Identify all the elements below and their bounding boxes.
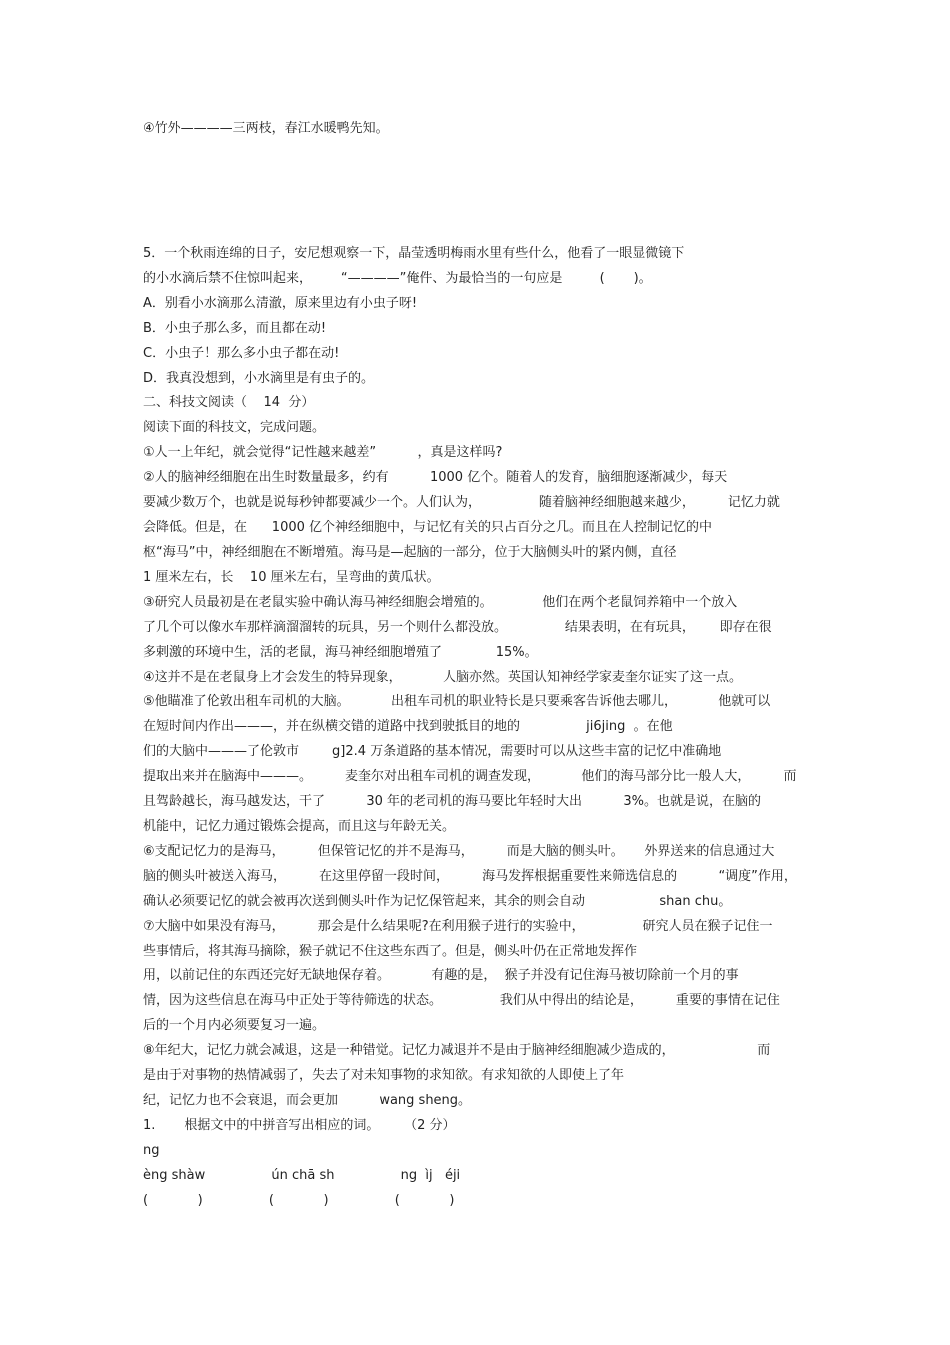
section-instruction: 阅读下面的科技文，完成问题。 <box>143 420 326 435</box>
q4-option-a <box>143 142 823 166</box>
passage-line: 情，因为这些信息在海马中正处于等待筛选的状态。 我们从中得出的结论是， 重要的事情在记住 <box>143 993 780 1008</box>
passage-line: 机能中，记忆力通过锻炼会提高，而且这与年龄无关。 <box>143 819 456 834</box>
passage-line: 脑的侧头叶被送入海马， 在这里停留一段时间， 海马发挥根据重要性来筛选信息的 “调度”作用， <box>143 869 797 884</box>
pinyin-top: ng <box>143 1143 160 1158</box>
passage-line: 用，以前记住的东西还完好无缺地保存着。 有趣的是， 猴子并没有记住海马被切除前一个月的事 <box>143 968 739 983</box>
passage-line: ③研究人员最初是在老鼠实验中确认海马神经细胞会增殖的。 他们在两个老鼠饲养箱中一个放入 <box>143 595 738 610</box>
passage-line: 们的大脑中———了伦敦市 g]2.4 万条道路的基本情况，需要时可以从这些丰富的记忆中准确地 <box>143 744 722 759</box>
answer-blanks: ( ) ( ) ( ) <box>143 1193 455 1208</box>
passage-line: 是由于对事物的热情减弱了，失去了对未知事物的求知欲。有求知欲的人即使上了年 <box>143 1068 625 1083</box>
q5-line-2: 的小水滴后禁不住惊叫起来， “————”俺件、为最恰当的一句应是 ( )。 <box>143 271 652 286</box>
passage-line: 会降低。但是，在 1000 亿个神经细胞中，与记忆有关的只占百分之几。而且在人控制记忆的中 <box>143 520 713 535</box>
question-1: 1. 根据文中的中拼音写出相应的词。 （2 分） <box>143 1118 456 1133</box>
passage-line: ④这并不是在老鼠身上才会发生的特异现象， 人脑亦然。英国认知神经学家麦奎尔证实了这一点。 <box>143 670 742 685</box>
pinyin-line: èng shàw ún chā sh ng ìj éji <box>143 1168 461 1183</box>
passage-line: 枢“海马”中，神经细胞在不断增殖。海马是—起脑的一部分，位于大脑侧头叶的紧内侧，直径 <box>143 545 677 560</box>
q4-option-d <box>143 217 823 241</box>
passage-line: 且驾龄越长，海马越发达，干了 30 年的老司机的海马要比年轻时大出 3%。也就是说，在脑的 <box>143 794 761 809</box>
q5-line-1: 5．一个秋雨连绵的日子，安尼想观察一下，晶莹透明梅雨水里有些什么，他看了一眼显微镜下 <box>143 246 685 261</box>
passage-line: ①人一上年纪，就会觉得“记性越来越差” ，真是这样吗? <box>143 445 503 460</box>
q5-option-d: D．我真没想到，小水滴里是有虫子的。 <box>143 371 375 386</box>
q4-line: ④竹外————三两枝，春江水暖鸭先知。 <box>143 121 389 136</box>
q4-option-b <box>143 167 823 191</box>
passage-line: 确认必须要记忆的就会被再次送到侧头叶作为记忆保管起来，其余的则会自动 shan chu。 <box>143 894 732 909</box>
passage-line: ⑦大脑中如果没有海马， 那会是什么结果呢?在利用猴子进行的实验中， 研究人员在猴子记住一 <box>143 919 773 934</box>
passage-line: 些事情后，将其海马摘除，猴子就记不住这些东西了。但是，侧头叶仍在正常地发挥作 <box>143 944 638 959</box>
passage-line: 纪，记忆力也不会衰退，而会更加 wang sheng。 <box>143 1093 472 1108</box>
passage-line: 提取出来并在脑海中———。 麦奎尔对出租车司机的调查发现， 他们的海马部分比一般人大， 而 <box>143 769 797 784</box>
passage-line: ⑤他瞄准了伦敦出租车司机的大脑。 出租车司机的职业特长是只要乘客告诉他去哪儿， 他就可以 <box>143 694 771 709</box>
q5-option-c: C．小虫子！那么多小虫子都在动! <box>143 346 340 361</box>
passage-line: 1 厘米左右，长 10 厘米左右，呈弯曲的黄瓜状。 <box>143 570 440 585</box>
q4-option-c <box>143 192 823 216</box>
passage-line: ②人的脑神经细胞在出生时数量最多，约有 1000 亿个。随着人的发育，脑细胞逐渐减少，每天 <box>143 470 728 485</box>
passage-line: 后的一个月内必须要复习一遍。 <box>143 1018 326 1033</box>
q5-option-a: A．别看小水滴那么清澈，原来里边有小虫子呀! <box>143 296 418 311</box>
passage-line: ⑧年纪大，记忆力就会减退，这是一种错觉。记忆力减退并不是由于脑神经细胞减少造成的， 而 <box>143 1043 771 1058</box>
q5-option-b: B．小虫子那么多，而且都在动! <box>143 321 327 336</box>
passage-line: 了几个可以像水车那样滴溜溜转的玩具，另一个则什么都没放。 结果表明，在有玩具， 即存在很 <box>143 620 772 635</box>
section-heading: 二、科技文阅读（ 14 分） <box>143 395 315 410</box>
passage-line: 要减少数万个，也就是说每秒钟都要减少一个。人们认为， 随着脑神经细胞越来越少， 记忆力就 <box>143 495 780 510</box>
passage-line: 多剌激的环境中生，活的老鼠，海马神经细胞增殖了 15%。 <box>143 645 538 660</box>
passage-line: 在短时间内作出———，并在纵横交错的道路中找到驶抵目的地的 ji6jing 。在他 <box>143 719 673 734</box>
passage-line: ⑥支配记忆力的是海马， 但保管记忆的并不是海马， 而是大脑的侧头叶。 外界送来的信息通过大 <box>143 844 775 859</box>
